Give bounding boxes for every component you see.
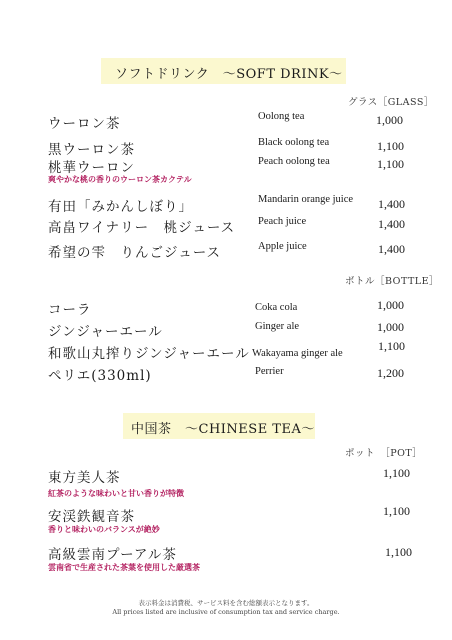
item-mandarin-en: Mandarin orange juice bbox=[258, 194, 354, 205]
item-apple-juice-price: 1,400 bbox=[378, 242, 405, 256]
tea-puer-jp: 高級雲南プーアル茶 bbox=[48, 547, 177, 563]
item-black-oolong-jp: 黒ウーロン茶 bbox=[48, 142, 135, 158]
tea-tieguanyin-note: 香りと味わいのバランスが絶妙 bbox=[48, 524, 160, 534]
chinese-tea-banner bbox=[123, 413, 315, 439]
item-mandarin-jp: 有田「みかんしぼり」 bbox=[48, 199, 193, 215]
item-ginger-ale-price: 1,000 bbox=[377, 320, 404, 334]
tea-tieguanyin-jp: 安渓鉄観音茶 bbox=[48, 509, 135, 525]
item-peach-juice-en: Peach juice bbox=[258, 216, 307, 227]
soft-drink-banner bbox=[101, 58, 346, 84]
item-perrier-jp: ペリエ(330ml) bbox=[48, 368, 152, 384]
pot-header: ポット ［POT］ bbox=[345, 448, 423, 459]
item-peach-juice-jp: 高畠ワイナリー 桃ジュース bbox=[48, 220, 236, 236]
item-wakayama-ginger-price: 1,100 bbox=[378, 339, 405, 353]
item-cola-jp: コーラ bbox=[48, 302, 92, 318]
tea-oriental-beauty-price: 1,100 bbox=[383, 466, 410, 480]
item-ginger-ale-en: Ginger ale bbox=[255, 321, 300, 332]
item-peach-oolong-note: 爽やかな桃の香りのウーロン茶カクテル bbox=[48, 174, 192, 184]
item-perrier-en: Perrier bbox=[255, 366, 284, 377]
soft-drink-title: ソフトドリンク ～SOFT DRINK～ bbox=[115, 67, 343, 82]
tea-tieguanyin-price: 1,100 bbox=[383, 504, 410, 518]
item-cola-en: Coka cola bbox=[255, 302, 298, 313]
tea-puer-price: 1,100 bbox=[385, 545, 412, 559]
footer-tax-note-jp: 表示料金は消費税、サービス料を含む総額表示となります。 bbox=[138, 599, 314, 607]
tea-oriental-beauty-note: 紅茶のような味わいと甘い香りが特徴 bbox=[48, 488, 184, 498]
item-oolong-en: Oolong tea bbox=[258, 111, 305, 122]
item-cola-price: 1,000 bbox=[377, 298, 404, 312]
item-apple-juice-en: Apple juice bbox=[258, 241, 307, 252]
tea-puer-note: 雲南省で生産された茶葉を使用した厳選茶 bbox=[48, 562, 200, 572]
item-wakayama-ginger-jp: 和歌山丸搾りジンジャーエール bbox=[48, 346, 250, 362]
item-oolong-price: 1,000 bbox=[376, 113, 403, 127]
item-peach-oolong-jp: 桃華ウーロン bbox=[48, 160, 135, 176]
item-black-oolong-en: Black oolong tea bbox=[258, 137, 330, 148]
chinese-tea-title: 中国茶 ～CHINESE TEA～ bbox=[131, 422, 315, 437]
item-mandarin-price: 1,400 bbox=[378, 197, 405, 211]
item-peach-oolong-price: 1,100 bbox=[377, 157, 404, 171]
item-ginger-ale-jp: ジンジャーエール bbox=[48, 324, 163, 340]
item-wakayama-ginger-en: Wakayama ginger ale bbox=[252, 348, 343, 359]
tea-oriental-beauty-jp: 東方美人茶 bbox=[48, 470, 121, 486]
item-apple-juice-jp: 希望の雫 りんごジュース bbox=[48, 245, 222, 261]
footer-tax-note-en: All prices listed are inclusive of consumption tax and service charge. bbox=[112, 608, 340, 616]
item-peach-oolong-en: Peach oolong tea bbox=[258, 156, 330, 167]
item-perrier-price: 1,200 bbox=[377, 366, 404, 380]
glass-header: グラス［GLASS］ bbox=[348, 97, 434, 108]
item-black-oolong-price: 1,100 bbox=[377, 139, 404, 153]
item-peach-juice-price: 1,400 bbox=[378, 217, 405, 231]
bottle-header: ボトル［BOTTLE］ bbox=[345, 276, 440, 287]
item-oolong-jp: ウーロン茶 bbox=[48, 116, 121, 132]
